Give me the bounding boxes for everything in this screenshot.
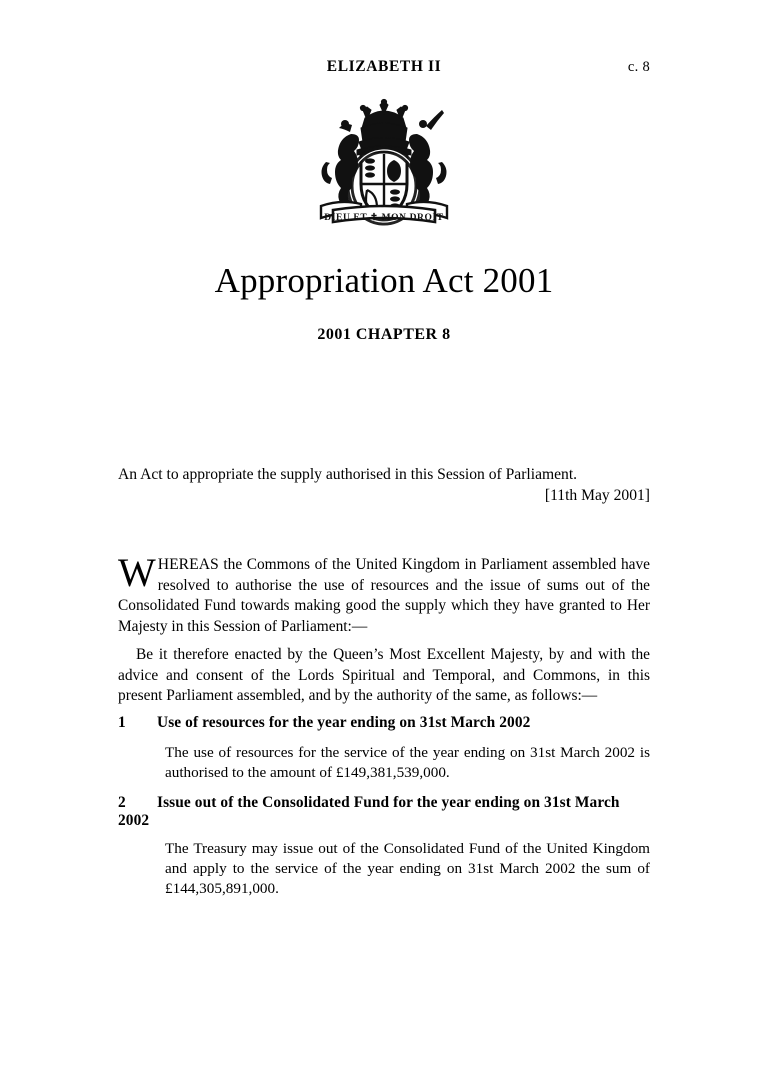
royal-assent-date: [11th May 2001] (544, 487, 650, 505)
section-2-number: 2 (118, 794, 126, 811)
section-1-number: 1 (118, 714, 126, 731)
section-2 (118, 794, 650, 900)
chapter-line: 2001 CHAPTER 8 (317, 326, 451, 343)
long-title: An Act to appropriate the supply authorised in this Session of Parliament. (118, 466, 578, 483)
section-1-head (118, 714, 650, 734)
royal-coat-of-arms-icon (0, 98, 768, 230)
preamble-dropcap: W (118, 550, 156, 595)
preamble-text: the Commons of the United Kingdom in Parliament assembled have resolved to authorise the use of resources and the issue of sums out of the Consolidated Fund towards making good the supply which they have granted to Her Majesty in this Session of Parliament:— (118, 556, 650, 635)
preamble-smallcaps: HEREAS (157, 556, 219, 573)
section-2-body: The Treasury may issue out of the Consolidated Fund of the United Kingdom and apply to the service of the year ending on 31st March 2002 the sum of £144,305,891,000. (165, 840, 650, 898)
section-2-head (118, 794, 650, 830)
long-title-block (118, 464, 650, 505)
section-2-heading: Issue out of the Consolidated Fund for the year ending on 31st March 2002 (118, 794, 620, 829)
preamble (118, 550, 650, 638)
svg-text:DIEU ET ✝ MON DROIT: DIEU ET ✝ MON DROIT (324, 213, 444, 223)
running-head (118, 58, 650, 80)
section-1 (118, 714, 650, 783)
section-1-heading: Use of resources for the year ending on 31st March 2002 (157, 714, 531, 731)
enacting-formula: Be it therefore enacted by the Queen’s Most Excellent Majesty, by and with the advice and consent of the Lords Spiritual and Temporal, and Commons, in this present Parliament assembled, and by the authority of the same, as follows:— (118, 646, 650, 705)
chapter-reference: c. 8 (627, 59, 650, 75)
monarch-name: ELIZABETH II (326, 58, 442, 75)
section-1-body: The use of resources for the service of the year ending on 31st March 2002 is authorised to the amount of £149,381,539,000. (165, 744, 650, 782)
page-title: Appropriation Act 2001 (214, 261, 554, 300)
